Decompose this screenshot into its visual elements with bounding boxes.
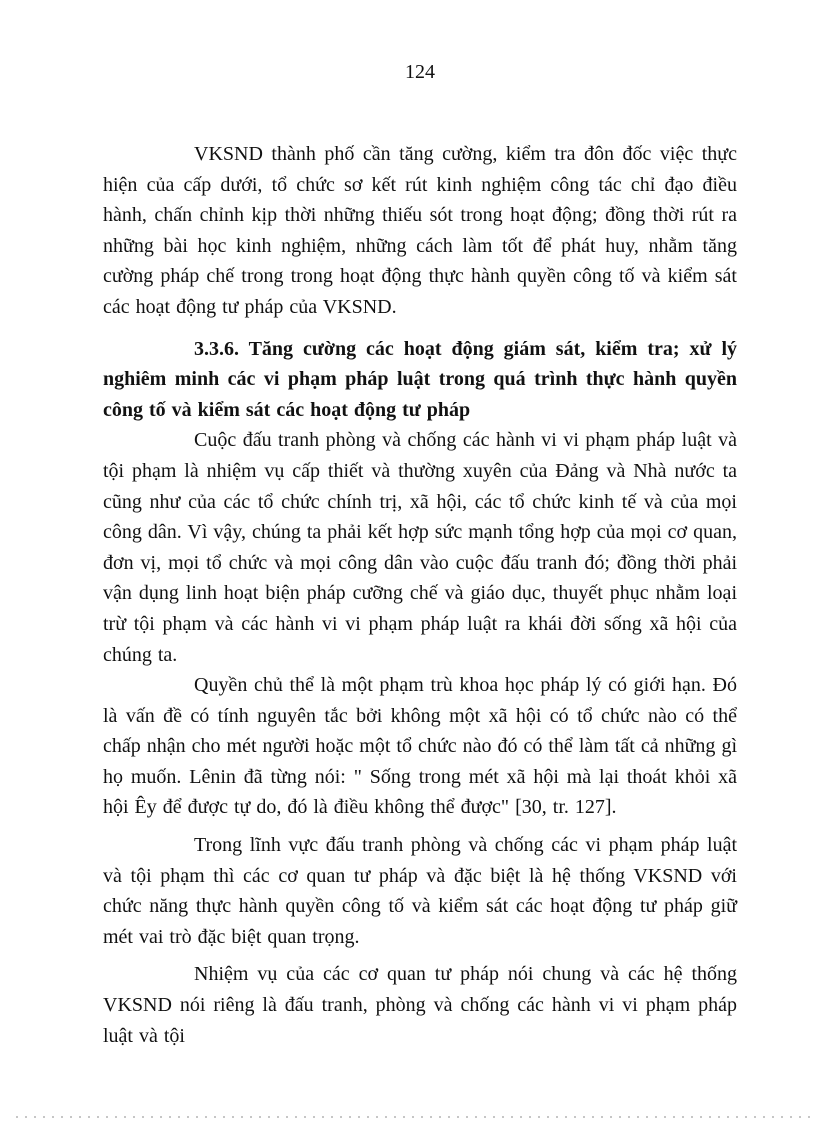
paragraph: Trong lĩnh vực đấu tranh phòng và chống các vi phạm pháp luật và tội phạm thì các cơ quan tư pháp và đặc biệt là hệ thống VKSND với chức năng thực hành quyền công tố và kiểm sát các hoạt động tư pháp giữ mét vai trò đặc biệt quan trọng. [103,834,737,948]
page-break-dotted-divider [16,1116,812,1118]
paragraph: Quyền chủ thể là một phạm trù khoa học pháp lý có giới hạn. Đó là vấn đề có tính nguyên tắc bởi không một xã hội có tổ chức nào có thể chấp nhận cho mét người hoặc một tổ chức nào đó có thể làm tất cả những gì họ muốn. Lênin đã từng nói: " Sống trong mét xã hội mà lại thoát khỏi xã hội Êy để được tự do, đó là điều không thể được" [30, tr. 127]. [103,674,737,819]
paragraph: VKSND thành phố cần tăng cường, kiểm tra đôn đốc việc thực hiện của cấp dưới, tổ chức sơ kết rút kinh nghiệm công tác chỉ đạo điều hành, chấn chỉnh kịp thời những thiếu sót trong hoạt động; đồng thời rút ra những bài học kinh nghiệm, những cách làm tốt để phát huy, nhằm tăng cường pháp chế trong trong hoạt động thực hành quyền công tố và kiểm sát các hoạt động tư pháp của VKSND. [103,143,737,318]
paragraph: Cuộc đấu tranh phòng và chống các hành vi vi phạm pháp luật và tội phạm là nhiệm vụ cấp thiết và thường xuyên của Đảng và Nhà nước ta cũng như của các tổ chức chính trị, xã hội, các tổ chức kinh tế và của mọi công dân. Vì vậy, chúng ta phải kết hợp sức mạnh tổng hợp của mọi cơ quan, đơn vị, mọi tổ chức và mọi công dân vào cuộc đấu tranh đó; đồng thời phải vận dụng linh hoạt biện pháp cưỡng chế và giáo dục, thuyết phục nhằm loại trừ tội phạm và các hành vi vi phạm pháp luật ra khái đời sống xã hội của chúng ta. [103,429,737,666]
page-number: 124 [405,61,435,83]
page-body [103,139,737,1051]
paragraph: Nhiệm vụ của các cơ quan tư pháp nói chung và các hệ thống VKSND nói riêng là đấu tranh, phòng và chống các hành vi vi phạm pháp luật và tội [103,963,737,1047]
section-heading: 3.3.6. Tăng cường các hoạt động giám sát, kiểm tra; xử lý nghiêm minh các vi phạm pháp luật trong quá trình thực hành quyền công tố và kiểm sát các hoạt động tư pháp [103,337,737,421]
